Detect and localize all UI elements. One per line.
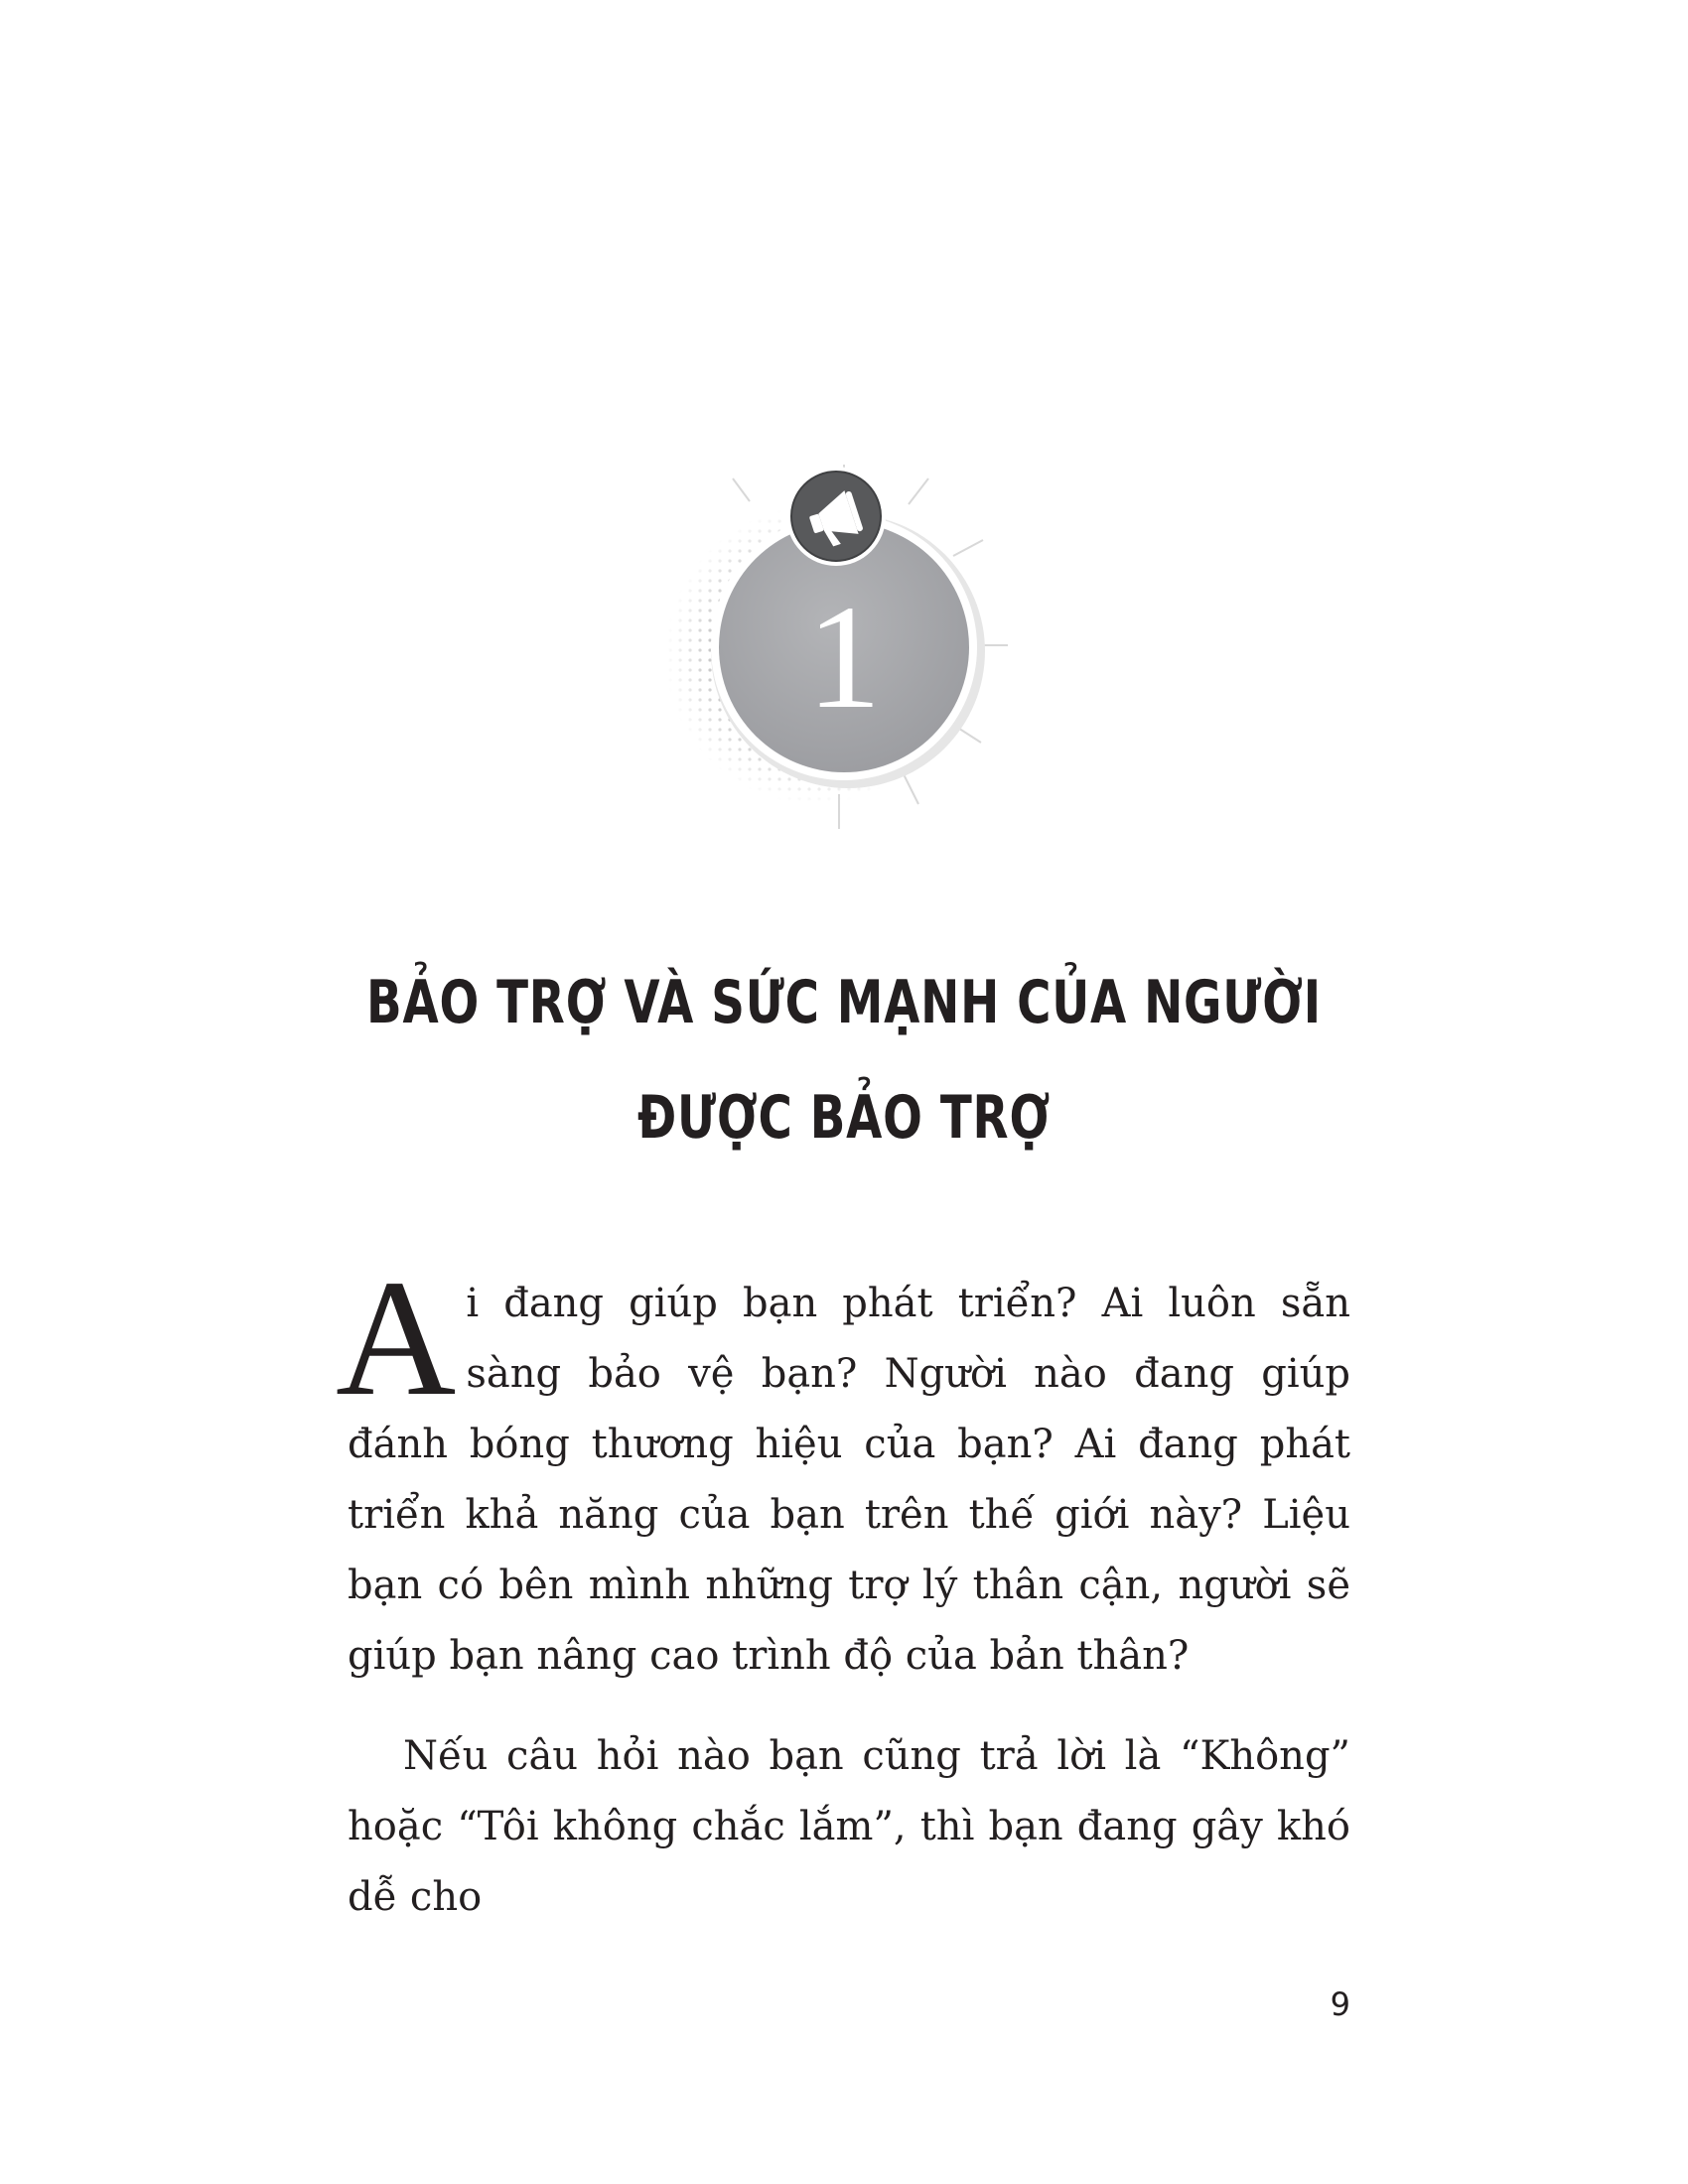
paragraph-2: Nếu câu hỏi nào bạn cũng trả lời là “Không” hoặc “Tôi không chắc lắm”, thì bạn đang gây khó dễ cho bbox=[348, 1733, 1350, 1920]
page-number: 9 bbox=[1330, 1985, 1350, 2023]
paragraph-1 bbox=[336, 1246, 1350, 1692]
chapter-number: 1 bbox=[806, 575, 882, 740]
chapter-title-line-2: ĐƯỢC BẢO TRỢ bbox=[636, 1083, 1052, 1153]
paragraph-1-text: i đang giúp bạn phát triển? Ai luôn sẵn sàng bảo vệ bạn? Người nào đang giúp đánh bóng thương hiệu của bạn? Ai đang phát triển khả năng của bạn trên thế giới này? Liệu bạn có bên mình những trợ lý thân cận, người sẽ giúp bạn nâng cao trình độ của bản thân? bbox=[348, 1281, 1350, 1679]
chapter-title-line-1: BẢO TRỢ VÀ SỨC MẠNH CỦA NGƯỜI bbox=[366, 968, 1322, 1037]
chapter-emblem bbox=[616, 457, 1072, 854]
drop-cap: A bbox=[336, 1246, 457, 1431]
megaphone-icon bbox=[786, 467, 886, 566]
